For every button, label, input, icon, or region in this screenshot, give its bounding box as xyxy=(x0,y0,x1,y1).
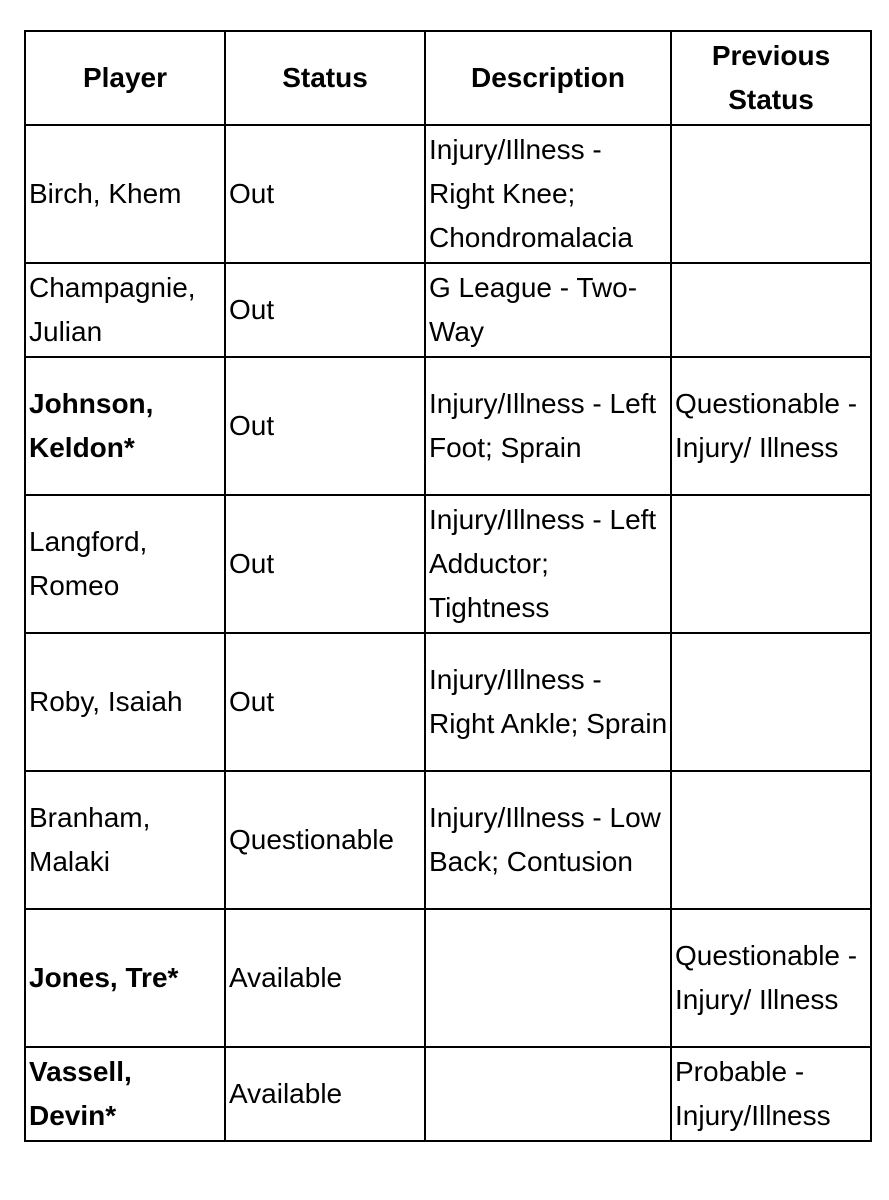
header-row xyxy=(25,31,871,125)
status-cell: Out xyxy=(225,633,425,771)
player-cell: Roby, Isaiah xyxy=(25,633,225,771)
previous-status-cell xyxy=(671,125,871,263)
header-player: Player xyxy=(25,31,225,125)
previous-status-cell xyxy=(671,771,871,909)
table-row xyxy=(25,495,871,633)
previous-status-cell: Probable - Injury/Illness xyxy=(671,1047,871,1141)
previous-status-cell: Questionable - Injury/ Illness xyxy=(671,909,871,1047)
header-previous-line1: Previous xyxy=(711,40,831,71)
previous-status-cell xyxy=(671,263,871,357)
header-previous-status xyxy=(671,31,871,125)
table-row xyxy=(25,357,871,495)
player-cell: Jones, Tre* xyxy=(25,909,225,1047)
status-cell: Out xyxy=(225,357,425,495)
status-cell: Questionable xyxy=(225,771,425,909)
description-cell xyxy=(425,1047,671,1141)
description-cell: Injury/Illness - Right Knee; Chondromalacia xyxy=(425,125,671,263)
table-row xyxy=(25,633,871,771)
player-cell: Champagnie, Julian xyxy=(25,263,225,357)
table-row xyxy=(25,909,871,1047)
table-row xyxy=(25,125,871,263)
player-cell: Vassell, Devin* xyxy=(25,1047,225,1141)
player-cell: Langford, Romeo xyxy=(25,495,225,633)
injury-report-table xyxy=(24,30,872,1142)
table-body xyxy=(25,125,871,1141)
player-cell: Branham, Malaki xyxy=(25,771,225,909)
table-row xyxy=(25,263,871,357)
description-cell: G League - Two-Way xyxy=(425,263,671,357)
player-cell: Birch, Khem xyxy=(25,125,225,263)
table-row xyxy=(25,771,871,909)
player-cell: Johnson, Keldon* xyxy=(25,357,225,495)
description-cell xyxy=(425,909,671,1047)
description-cell: Injury/Illness - Low Back; Contusion xyxy=(425,771,671,909)
previous-status-cell: Questionable - Injury/ Illness xyxy=(671,357,871,495)
status-cell: Available xyxy=(225,1047,425,1141)
description-cell: Injury/Illness - Left Foot; Sprain xyxy=(425,357,671,495)
status-cell: Available xyxy=(225,909,425,1047)
description-cell: Injury/Illness - Left Adductor; Tightness xyxy=(425,495,671,633)
table-header xyxy=(25,31,871,125)
header-status: Status xyxy=(225,31,425,125)
status-cell: Out xyxy=(225,495,425,633)
status-cell: Out xyxy=(225,125,425,263)
previous-status-cell xyxy=(671,495,871,633)
header-description: Description xyxy=(425,31,671,125)
header-previous-line2: Status xyxy=(728,84,814,115)
previous-status-cell xyxy=(671,633,871,771)
status-cell: Out xyxy=(225,263,425,357)
table-row xyxy=(25,1047,871,1141)
description-cell: Injury/Illness - Right Ankle; Sprain xyxy=(425,633,671,771)
